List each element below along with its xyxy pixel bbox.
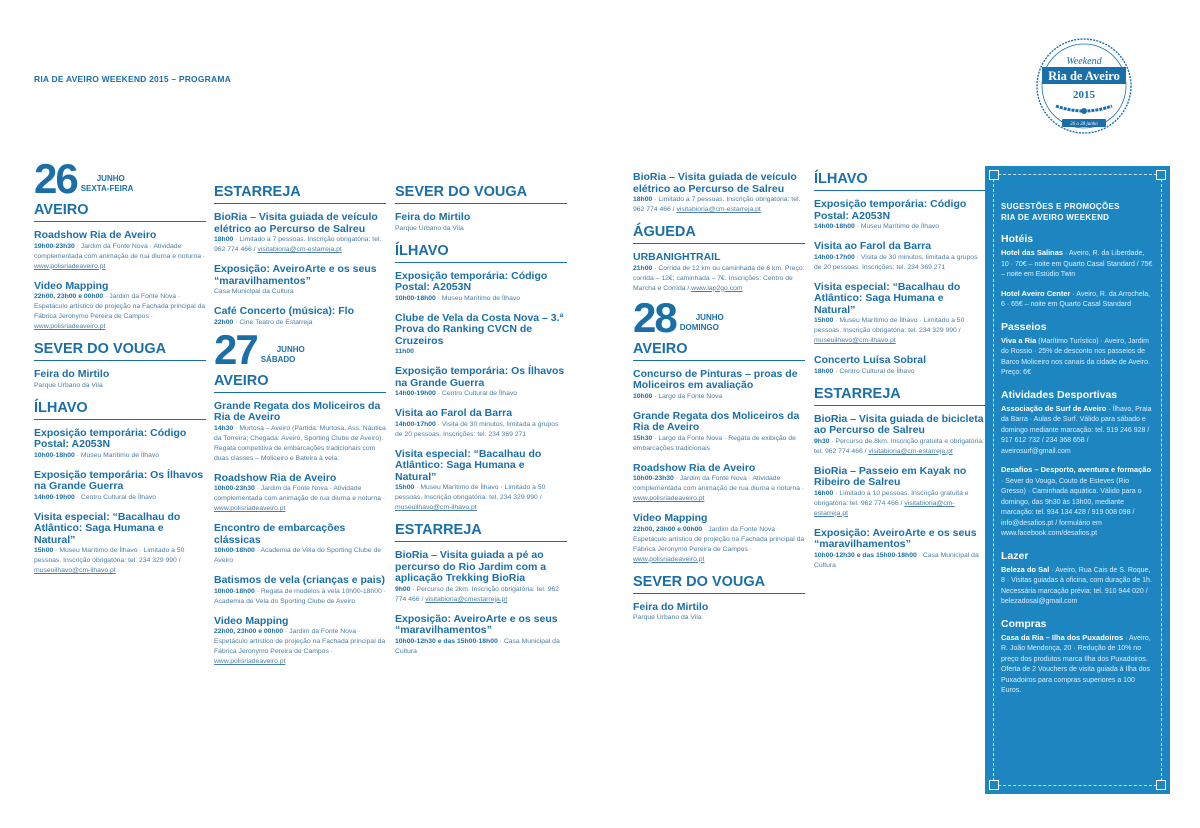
event-title: Visita especial: “Bacalhau do Atlântico: Saga Humana e Natural” bbox=[395, 447, 542, 483]
event-details bbox=[633, 613, 805, 623]
event-link[interactable]: museuilhavo@cm-ilhavo.pt bbox=[34, 567, 116, 574]
event-item bbox=[814, 466, 986, 519]
event-item bbox=[814, 282, 986, 347]
logo-dates: 26 a 28 junho bbox=[1070, 122, 1098, 127]
event-description: · Jardim da Fonte Nova · Espetáculo artístico de projeção na Fachada principal da Fábrica Jeronymo Pereira de Campos · bbox=[214, 628, 386, 655]
event-link[interactable]: www.polisriadeaveiro.pt bbox=[214, 658, 286, 665]
event-link[interactable]: visitabioria@cm-estarreja.pt bbox=[257, 246, 342, 253]
event-description: · Academia de Vela do Sporting Clube de Aveiro bbox=[214, 547, 382, 564]
event-link[interactable]: www.polisriadeaveiro.pt bbox=[34, 323, 106, 330]
sections-list bbox=[395, 184, 567, 657]
event-details bbox=[34, 493, 206, 503]
event-description: · Regata de modelos à vela 10h00-18h00 · Academia de Vela do Sporting Clube de Aveiro bbox=[214, 587, 386, 605]
event-item bbox=[395, 212, 567, 234]
event-time: 9h00 bbox=[395, 585, 411, 593]
event-time: 14h00-19h00 bbox=[395, 390, 436, 397]
event-item bbox=[814, 355, 986, 377]
column-2 bbox=[214, 180, 386, 676]
sidebar-item-text: · Aveiro, R. João Mendonça, 20 · Redução de 10% no preço dos produtos marca Ilha dos Puxadoiros. Oferta de 2 Vouchers de visita guiada à Ilha dos Puxadoiros para compras superiores a 100 Euros. bbox=[1001, 634, 1151, 694]
event-title: URBANIGHTRAIL bbox=[633, 251, 721, 263]
event-time: 15h00 bbox=[34, 547, 54, 554]
event-title: Exposição: AveiroArte e os seus “maravilhamentos” bbox=[814, 526, 977, 550]
event-item bbox=[633, 602, 805, 624]
event-title: Video Mapping bbox=[633, 512, 708, 524]
event-item bbox=[214, 473, 386, 515]
event-details bbox=[395, 294, 567, 304]
event-details bbox=[34, 242, 206, 272]
event-description: · Museu Marítimo de Ílhavo bbox=[74, 451, 160, 459]
event-details bbox=[633, 264, 805, 294]
event-description: · Jardim da Fonte Nova · Espetáculo artístico de projeção na Fachada principal da Fábrica Jeronymo Pereira de Campos · bbox=[633, 525, 805, 553]
event-time: 15h00 bbox=[814, 317, 834, 324]
event-details bbox=[34, 546, 206, 576]
sidebar-item-text: · Aveiro, Rua Cais de S. Roque, 8 · Visitas guiadas à oficina, com duração de 1h. Necessária marcação prévia: tel. 910 944 020 / belezadosal@gmail.com bbox=[1001, 566, 1152, 605]
event-time: 15h30 bbox=[633, 434, 653, 442]
event-item bbox=[633, 463, 805, 505]
event-link[interactable]: www.polisriadeaveiro.pt bbox=[214, 505, 286, 512]
event-time: 10h00 bbox=[633, 392, 653, 400]
event-description: · Museu Marítimo de Ílhavo · Limitado a 50 pessoas. Inscrição obrigatória: tel. 234 329 990 / bbox=[395, 484, 546, 501]
event-details bbox=[814, 367, 986, 377]
event-time: 10h00-23h30 bbox=[633, 475, 674, 482]
sidebar-category-title: Atividades Desportivas bbox=[1001, 388, 1118, 401]
event-title: BioRia – Passeio em Kayak no Ribeiro de Salreu bbox=[814, 464, 967, 488]
event-details bbox=[814, 551, 986, 571]
event-title: Visita especial: “Bacalhau do Atlântico: Saga Humana e Natural” bbox=[34, 510, 181, 546]
column-5 bbox=[814, 167, 986, 580]
section-heading: ÍLHAVO bbox=[395, 243, 567, 263]
page-header: RIA DE AVEIRO WEEKEND 2015 – PROGRAMA bbox=[34, 74, 231, 84]
event-details bbox=[395, 585, 567, 605]
event-title: Feira do Mirtilo bbox=[633, 600, 709, 613]
event-item bbox=[34, 369, 206, 391]
event-description: · Limitado a 10 pessoas. Inscrição gratuita e obrigatória: tel. 962 774 466 / bbox=[814, 489, 969, 507]
event-item bbox=[633, 513, 805, 565]
event-time: 15h00 bbox=[395, 484, 415, 491]
event-description: · Centro Cultural de Ílhavo bbox=[435, 390, 518, 397]
event-time: 22h00, 23h00 e 00h00 bbox=[633, 525, 703, 533]
event-title: Café Concerto (música): Flo bbox=[214, 305, 355, 317]
event-time: 22h00 bbox=[214, 318, 234, 326]
event-item bbox=[395, 366, 567, 399]
event-details bbox=[395, 224, 567, 234]
sidebar-item bbox=[1001, 404, 1154, 458]
event-description: Casa Municipal da Cultura bbox=[214, 288, 294, 295]
event-time: 18h00 bbox=[633, 196, 653, 203]
event-details bbox=[633, 434, 805, 454]
sidebar-item-text: (Marítimo Turístico) · Aveiro, Jardim do Rossio · 25% de desconto nos passeios de Barco Moliceiro nos canais da cidade de Aveiro. Preço: 6€ bbox=[1001, 337, 1150, 376]
sidebar-item bbox=[1001, 565, 1154, 608]
logo-top-text: Weekend bbox=[1066, 56, 1102, 67]
event-title: Feira do Mirtilo bbox=[34, 368, 110, 380]
sidebar-item bbox=[1001, 248, 1154, 281]
event-item bbox=[395, 550, 567, 605]
event-details bbox=[633, 195, 805, 215]
event-link[interactable]: www.polisriadeaveiro.pt bbox=[633, 555, 705, 563]
event-title: Concerto Luísa Sobral bbox=[814, 354, 927, 366]
event-details bbox=[214, 546, 386, 566]
day-heading bbox=[214, 325, 386, 373]
event-time: 22h00, 23h00 e 00h00 bbox=[214, 628, 284, 635]
event-title: Exposição temporária: Os Ílhavos na Grande Guerra bbox=[34, 468, 204, 492]
event-details bbox=[214, 424, 386, 464]
section-heading: ESTARREJA bbox=[395, 522, 567, 542]
event-item bbox=[633, 369, 805, 402]
sidebar-heading: SUGESTÕES E PROMOÇÕES bbox=[1001, 202, 1120, 211]
event-title: Grande Regata dos Moliceiros da Ria de Aveiro bbox=[633, 409, 800, 433]
event-item bbox=[395, 313, 567, 358]
event-details bbox=[633, 392, 805, 402]
day-number: 28 bbox=[633, 293, 676, 341]
event-description: · Centro Cultural de Ílhavo bbox=[833, 367, 915, 375]
event-time: 11h00 bbox=[395, 348, 414, 355]
event-time: 10h00-18h00 bbox=[34, 451, 75, 459]
event-item bbox=[633, 172, 805, 215]
day-weekday: SEXTA-FEIRA bbox=[80, 184, 134, 193]
event-details bbox=[34, 451, 206, 461]
event-time: 22h00, 23h00 e 00h00 bbox=[34, 293, 104, 300]
sidebar-item-name: Beleza do Sal bbox=[1001, 564, 1050, 574]
event-item bbox=[814, 414, 986, 457]
event-title: Exposição temporária: Código Postal: A2053N bbox=[34, 426, 187, 450]
day-heading bbox=[633, 293, 805, 341]
section-heading: SEVER DO VOUGA bbox=[34, 341, 206, 361]
ria-de-aveiro-weekend-logo bbox=[1034, 36, 1134, 136]
event-time: 14h30 bbox=[214, 424, 234, 432]
event-description: · Largo da Fonte Nova · Regata de exibição de embarcações tradicionais bbox=[633, 434, 796, 452]
column-26-june bbox=[34, 155, 206, 585]
event-item bbox=[814, 199, 986, 232]
sidebar-item-text: · Ílhavo, Praia da Barra · Aulas de Surf. Válido para sábado e domingo mediante marcação: tel. 919 246 928 / 917 612 732 / 234 368 658 / aveirosurf@gmail.com bbox=[1001, 405, 1152, 455]
section-heading: AVEIRO bbox=[34, 202, 206, 222]
sidebar-subheading: RIA DE AVEIRO WEEKEND bbox=[1001, 213, 1110, 222]
section-heading: ÁGUEDA bbox=[633, 224, 805, 244]
event-description: · Limitado a 7 pessoas. Inscrição obrigatória: tel. 962 774 466 / bbox=[214, 236, 382, 253]
event-time: 10h00-18h00 bbox=[214, 587, 255, 595]
event-description: · Largo da Fonte Nova bbox=[652, 392, 723, 400]
event-description: · Museu Marítimo de Ílhavo · Limitado a 50 pessoas. Inscrição obrigatória: tel. 234 329 990 / bbox=[814, 317, 965, 334]
day-number: 26 bbox=[34, 155, 77, 202]
event-item bbox=[214, 212, 386, 255]
event-description: · Limitado a 7 pessoas. Inscrição obrigatória: tel. 962 774 466 / bbox=[633, 196, 801, 213]
event-title: Exposição: AveiroArte e os seus “maravilhamentos” bbox=[214, 263, 377, 287]
event-time: 14h00-18h00 bbox=[814, 223, 855, 230]
event-description: · Jardim da Fonte Nova · Atividade complementada com animação de rua diurna e noturna · bbox=[214, 485, 386, 502]
event-title: Visita ao Farol da Barra bbox=[395, 407, 513, 419]
section-heading: ESTARREJA bbox=[214, 184, 386, 204]
event-item bbox=[633, 411, 805, 454]
event-item bbox=[34, 470, 206, 503]
event-description: · Percurso de 2km. Inscrição obrigatória: tel. 962 774 466 / bbox=[395, 585, 559, 603]
sections-list bbox=[814, 171, 986, 571]
event-link[interactable]: visitabioria@cmestarreja.pt bbox=[425, 595, 508, 603]
event-time: 21h00 bbox=[633, 264, 653, 272]
event-time: 18h00 bbox=[814, 367, 834, 375]
event-item bbox=[214, 264, 386, 297]
event-time: 14h00-19h00 bbox=[34, 493, 75, 501]
event-time: 18h00 bbox=[214, 236, 234, 243]
event-title: Exposição temporária: Os Ílhavos na Grande Guerra bbox=[395, 365, 565, 389]
event-link[interactable]: www.polisriadeaveiro.pt bbox=[633, 495, 705, 502]
event-description: · Corrida de 12 km ou caminhada de 6 km. Preço: corrida – 12€; caminhada – 7€. Inscrições: Centro de Marcha e Corrida / bbox=[633, 264, 805, 292]
day-weekday: DOMINGO bbox=[679, 322, 719, 332]
sidebar-item-name: Desafios – Desporto, aventura e formação bbox=[1001, 465, 1152, 474]
event-title: Video Mapping bbox=[34, 279, 109, 292]
sidebar-item bbox=[1001, 289, 1154, 311]
event-details bbox=[395, 347, 567, 357]
event-description: · Museu Marítimo de Ílhavo bbox=[854, 223, 940, 230]
event-title: Grande Regata dos Moliceiros da Ria de Aveiro bbox=[214, 399, 381, 423]
event-details bbox=[395, 420, 567, 440]
event-description: · Museu Marítimo de Ílhavo bbox=[435, 294, 521, 302]
event-title: BioRia – Visita guiada de veículo elétrico ao Percurso de Salreu bbox=[214, 211, 378, 235]
event-description: Parque Urbano da Vila bbox=[633, 614, 702, 621]
event-description: · Murtosa – Aveiro (Partida: Murtosa, Ass. Náutica da Torreira; Chegada: Aveiro, Sporting Clube de Aveiro). Regata competitiva de embarcações tradicionais com duas classes – Moliceiro e Bateira à vela. bbox=[214, 424, 386, 462]
event-title: Exposição temporária: Código Postal: A2053N bbox=[395, 269, 548, 293]
event-item bbox=[34, 281, 206, 333]
event-title: Batismos de vela (crianças e pais) bbox=[214, 574, 385, 586]
event-details bbox=[814, 437, 986, 457]
event-title: BioRia – Visita guiada de bicicleta ao Percurso de Salreu bbox=[814, 412, 984, 436]
section-heading: AVEIRO bbox=[214, 373, 386, 393]
event-time: 10h00-18h00 bbox=[395, 294, 436, 302]
sidebar-item-text: · Aveiro, R. da Arrochela, 6 · 65€ – noite em Quarto Casal Standard bbox=[1001, 290, 1151, 308]
event-description: · Jardim da Fonte Nova · Atividade complementada com animação de rua diurna e noturna · bbox=[34, 242, 206, 260]
event-description: · Casa Municipal da Cultura bbox=[814, 551, 979, 569]
event-details bbox=[814, 489, 986, 519]
event-description: · Jardim da Fonte Nova · Espetáculo artístico de projeção na Fachada principal da Fábrica Jeronymo Pereira de Campos · bbox=[34, 293, 206, 320]
sections-list bbox=[214, 184, 386, 328]
event-title: Exposição temporária: Código Postal: A2053N bbox=[814, 198, 967, 222]
event-details bbox=[395, 483, 567, 513]
section-heading: SEVER DO VOUGA bbox=[633, 574, 805, 594]
event-title: Concurso de Pinturas – proas de Moliceiros em avaliação bbox=[633, 367, 798, 391]
event-item bbox=[395, 271, 567, 304]
event-time: 19h00-23h30 bbox=[34, 242, 75, 250]
event-title: BioRia – Visita guiada a pé ao percurso do Rio Jardim com a aplicação Trekking BioRia bbox=[395, 549, 547, 584]
event-description: · Casa Municipal da Cultura bbox=[395, 637, 560, 655]
event-description: · Visita de 30 minutos, limitada a grupos de 20 pessoas. Inscrições: tel. 234 369 271 bbox=[814, 253, 978, 271]
event-description: Parque Urbano da Vila bbox=[395, 224, 464, 232]
event-details bbox=[214, 484, 386, 514]
event-item bbox=[34, 512, 206, 577]
event-description: Parque Urbano da Vila bbox=[34, 381, 103, 389]
section-heading: ÍLHAVO bbox=[814, 171, 986, 191]
event-details bbox=[214, 235, 386, 255]
event-title: Visita especial: “Bacalhau do Atlântico: Saga Humana e Natural” bbox=[814, 280, 961, 316]
event-title: Roadshow Ria de Aveiro bbox=[214, 471, 337, 484]
event-details bbox=[633, 525, 805, 565]
event-link[interactable]: visitabioria@cm-estarreja.pt bbox=[868, 447, 953, 455]
event-description: · Visita de 30 minutos, limitada a grupos de 20 pessoas. Inscrições: tel. 234 369 271 bbox=[395, 420, 559, 438]
event-details bbox=[814, 253, 986, 273]
day-weekday: SÁBADO bbox=[260, 354, 296, 364]
event-title: Encontro de embarcações clássicas bbox=[214, 522, 346, 546]
day-heading bbox=[34, 155, 206, 202]
sidebar-category-title: Passeios bbox=[1001, 320, 1047, 333]
event-item bbox=[214, 306, 386, 328]
sidebar-item-text: · Aveiro, R. da Liberdade, 10 · 70€ – noite em Quarto Casal Standard / 75€ – noite em Estúdio Twin bbox=[1001, 250, 1153, 278]
logo-main-text: Ria de Aveiro bbox=[1048, 69, 1120, 83]
event-item bbox=[395, 614, 567, 657]
event-details bbox=[395, 389, 567, 399]
event-item bbox=[214, 401, 386, 464]
sections-list bbox=[214, 373, 386, 668]
event-title: Clube de Vela da Costa Nova – 3.ª Prova do Ranking CVCN de Cruzeiros bbox=[395, 311, 564, 347]
section-heading: ÍLHAVO bbox=[34, 400, 206, 420]
logo-year: 2015 bbox=[1073, 89, 1095, 101]
event-title: Exposição: AveiroArte e os seus “maravilhamentos” bbox=[395, 612, 558, 636]
event-time: 9h30 bbox=[814, 437, 830, 445]
event-title: Roadshow Ria de Aveiro bbox=[633, 461, 756, 474]
sidebar-item-text: · Sever do Vouga, Couto de Esteves (Rio Gresso) · Caminhada aquática. Válido para o domingo, das 9h30 às 13h00, mediante marcação: tel. 934 134 428 / 919 008 098 / info@desafios.pt / formulário em www.facebook.com/desafios.pt bbox=[1001, 477, 1142, 537]
event-link[interactable]: visitabioria@cm-estarreja.pt bbox=[676, 206, 761, 213]
event-description: · Jardim da Fonte Nova · Atividade complementada com animação de rua diurna e noturna · bbox=[633, 475, 805, 492]
event-description: · Percurso de 8km. Inscrição gratuita e obrigatória: tel. 962 774 466 / bbox=[814, 437, 985, 455]
event-link[interactable]: museuilhavo@cm-ilhavo.pt bbox=[814, 337, 896, 344]
sidebar-categories bbox=[1001, 233, 1154, 697]
promotions-sidebar bbox=[985, 166, 1170, 794]
sidebar-item-name: Casa da Ria – Ilha dos Puxadoiros bbox=[1001, 632, 1124, 642]
event-time: 14h00-17h00 bbox=[814, 253, 855, 261]
event-item bbox=[395, 408, 567, 440]
sidebar-item-name: Hotel das Salinas bbox=[1001, 248, 1064, 257]
event-time: 10h00-23h30 bbox=[214, 485, 255, 492]
day-number: 27 bbox=[214, 325, 257, 373]
event-description: · Cine Teatro de Estarreja bbox=[233, 318, 313, 326]
event-time: 10h00-12h30 e das 15h00-18h00 bbox=[814, 551, 917, 559]
event-item bbox=[214, 523, 386, 566]
sections-list bbox=[34, 202, 206, 576]
event-item bbox=[214, 616, 386, 668]
column-3 bbox=[395, 180, 567, 666]
sections-list bbox=[633, 341, 805, 624]
day-month: JUNHO bbox=[96, 174, 125, 183]
section-heading: ESTARREJA bbox=[814, 386, 986, 406]
sidebar-item bbox=[1001, 336, 1154, 379]
event-details bbox=[214, 627, 386, 667]
event-details bbox=[34, 381, 206, 391]
event-link[interactable]: www.lap2go.com bbox=[691, 284, 743, 292]
event-time: 14h00-17h00 bbox=[395, 420, 436, 428]
sidebar-item-name: Viva a Ria bbox=[1001, 335, 1037, 345]
column-4 bbox=[633, 172, 805, 632]
event-link[interactable]: www.polisriadeaveiro.pt bbox=[34, 262, 106, 270]
event-details bbox=[814, 316, 986, 346]
sidebar-category-title: Compras bbox=[1001, 617, 1047, 630]
section-heading: SEVER DO VOUGA bbox=[395, 184, 567, 204]
section-heading: AVEIRO bbox=[633, 341, 805, 361]
event-title: Feira do Mirtilo bbox=[395, 211, 471, 223]
day-month: JUNHO bbox=[695, 312, 724, 322]
event-time: 10h00-12h30 e das 15h00-18h00 bbox=[395, 637, 498, 645]
event-time: 16h00 bbox=[814, 489, 834, 497]
event-item bbox=[814, 241, 986, 273]
event-details bbox=[34, 292, 206, 332]
event-title: Roadshow Ria de Aveiro bbox=[34, 229, 157, 241]
sections-list bbox=[633, 172, 805, 294]
sidebar-item-name: Associação de Surf de Aveiro bbox=[1001, 403, 1107, 413]
sidebar-category-title: Hotéis bbox=[1001, 233, 1034, 245]
event-details bbox=[633, 474, 805, 504]
event-item bbox=[814, 528, 986, 571]
event-time: 10h00-18h00 bbox=[214, 547, 255, 554]
day-month: JUNHO bbox=[276, 344, 305, 354]
event-details bbox=[395, 637, 567, 657]
event-item bbox=[34, 230, 206, 272]
event-link[interactable]: museuilhavo@cm-ilhavo.pt bbox=[395, 504, 477, 511]
event-details bbox=[814, 222, 986, 232]
event-title: Visita ao Farol da Barra bbox=[814, 240, 932, 252]
event-link[interactable]: visitabioria@cm-estarreja.pt bbox=[814, 499, 955, 517]
event-item bbox=[214, 575, 386, 607]
sidebar-item-name: Hotel Aveiro Center bbox=[1001, 288, 1071, 298]
sidebar-item bbox=[1001, 633, 1154, 697]
event-details bbox=[214, 587, 386, 607]
event-description: · Centro Cultural de Ílhavo bbox=[74, 493, 157, 501]
event-title: BioRia – Visita guiada de veículo elétrico ao Percurso de Salreu bbox=[633, 171, 797, 195]
event-description: · Museu Marítimo de Ílhavo · Limitado a 50 pessoas. Inscrição obrigatória: tel. 234 329 990 / bbox=[34, 547, 185, 564]
sidebar-item bbox=[1001, 465, 1154, 540]
event-details bbox=[214, 287, 386, 297]
event-item bbox=[633, 252, 805, 294]
event-title: Video Mapping bbox=[214, 614, 289, 627]
event-item bbox=[34, 428, 206, 461]
event-item bbox=[395, 449, 567, 514]
sidebar-category-title: Lazer bbox=[1001, 549, 1029, 562]
